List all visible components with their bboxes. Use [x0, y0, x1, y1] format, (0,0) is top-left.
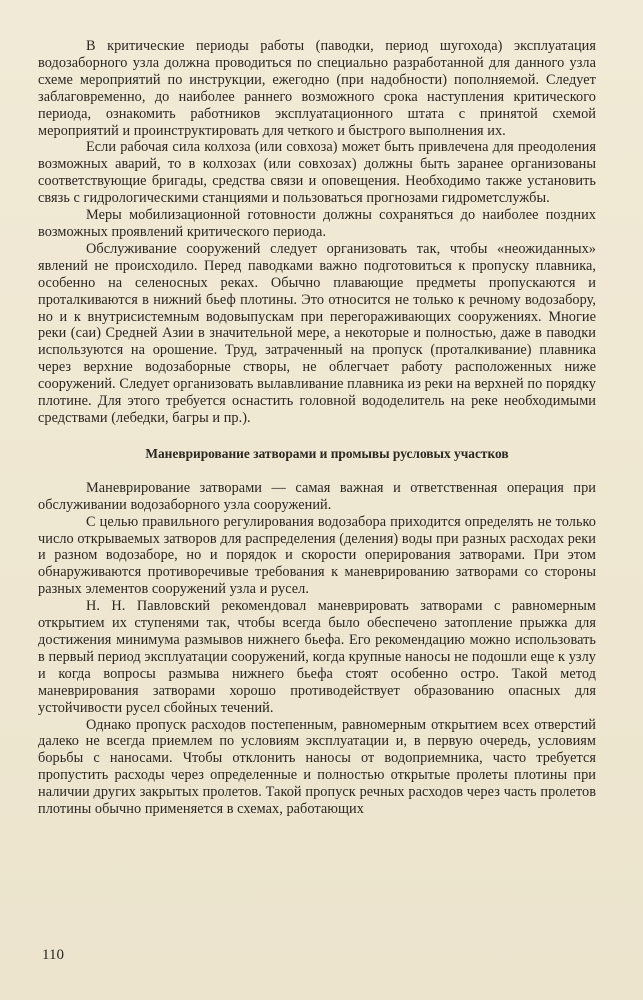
- paragraph-workforce: Если рабочая сила колхоза (или совхоза) может быть привлечена для преодоления возможных аварий, то в колхозах (или совхозах) должны быть заранее организованы соответствующие бригады, средства связи и оповещения. Необходимо также установить связь с гидрологическими станциями и пользоваться прогнозами гидрометслужбы.: [38, 139, 596, 207]
- section-heading: Маневрирование затворами и промывы русловых участков: [145, 445, 509, 461]
- paragraph-pavlovsky: Н. Н. Павловский рекомендовал маневрировать затворами с равномерным открытием их ступенями так, чтобы всегда было обеспечено затопление прыжка для достижения минимума размывов нижнего бьефа. Его рекомендацию можно использовать в первый период эксплуатации сооружений, когда крупные наносы не подошли еще к узлу и когда вопросы размыва нижнего бьефа стоят особенно остро. Такой метод маневрирования затворами хорошо противодействует образованию опасных для устойчивости русел сбойных течений.: [38, 598, 596, 716]
- paragraph-gate-maneuvering: Маневрирование затворами — самая важная и ответственная операция при обслуживании водозаборного узла сооружений.: [38, 479, 596, 513]
- page-number: 110: [42, 947, 64, 963]
- paragraph-maintenance: Обслуживание сооружений следует организовать так, чтобы «неожиданных» явлений не происходило. Перед паводками важно подготовиться к пропуску плавника, особенно на селеносных реках. Обычно плавающие предметы пропускаются и проталкиваются в нижний бьеф плотины. Это относится не только к речному водозабору, но и к внутрисистемным водовыпускам при перегораживающих сооружениях. Многие реки (саи) Средней Азии в значительной мере, а некоторые и полностью, даже в паводки используются на орошение. Труд, затраченный на пропуск (проталкивание) плавника через верхние водозаборные створы, не облегчает работу расположенных ниже сооружений. Следует организовать вылавливание плавника из реки на верхней по порядку плотине. Для этого требуется оснастить головной вододелитель на реке необходимыми средствами (лебедки, багры и пр.).: [38, 240, 596, 426]
- paragraph-mobilization: Меры мобилизационной готовности должны сохраняться до наиболее поздних возможных проявлений критического периода.: [38, 207, 596, 240]
- paragraph-discharge: Однако пропуск расходов постепенным, равномерным открытием всех отверстий далеко не всегда приемлем по условиям эксплуатации и, в первую очередь, условиям борьбы с наносами. Чтобы отклонить наносы от водоприемника, часто требуется пропустить расходы через определенные и полностью открытые пролеты плотины при наличии других закрытых пролетов. Такой пропуск речных расходов через часть пролетов плотины обычно применяется в схемах, работающих: [38, 716, 596, 818]
- paragraph-regulation: С целью правильного регулирования водозабора приходится определять не только число открываемых затворов для распределения (деления) воды при разных расходах реки и разном водозаборе, но и порядок и скорости оперирования затворами. При этом обнаруживаются противоречивые требования к маневрированию затворами со стороны разных элементов сооружений узла и русел.: [38, 513, 596, 598]
- paragraph-critical-periods: В критические периоды работы (паводки, период шугохода) эксплуатация водозаборного узла должна проводиться по специально разработанной для данного узла схеме мероприятий по инструкции, ежегодно (при надобности) пополняемой. Следует заблаговременно, до наиболее раннего возможного срока наступления критического периода, ознакомить работников эксплуатационного штата с принятой схемой мероприятий и проинструктировать для четкого и быстрого выполнения их.: [38, 38, 596, 139]
